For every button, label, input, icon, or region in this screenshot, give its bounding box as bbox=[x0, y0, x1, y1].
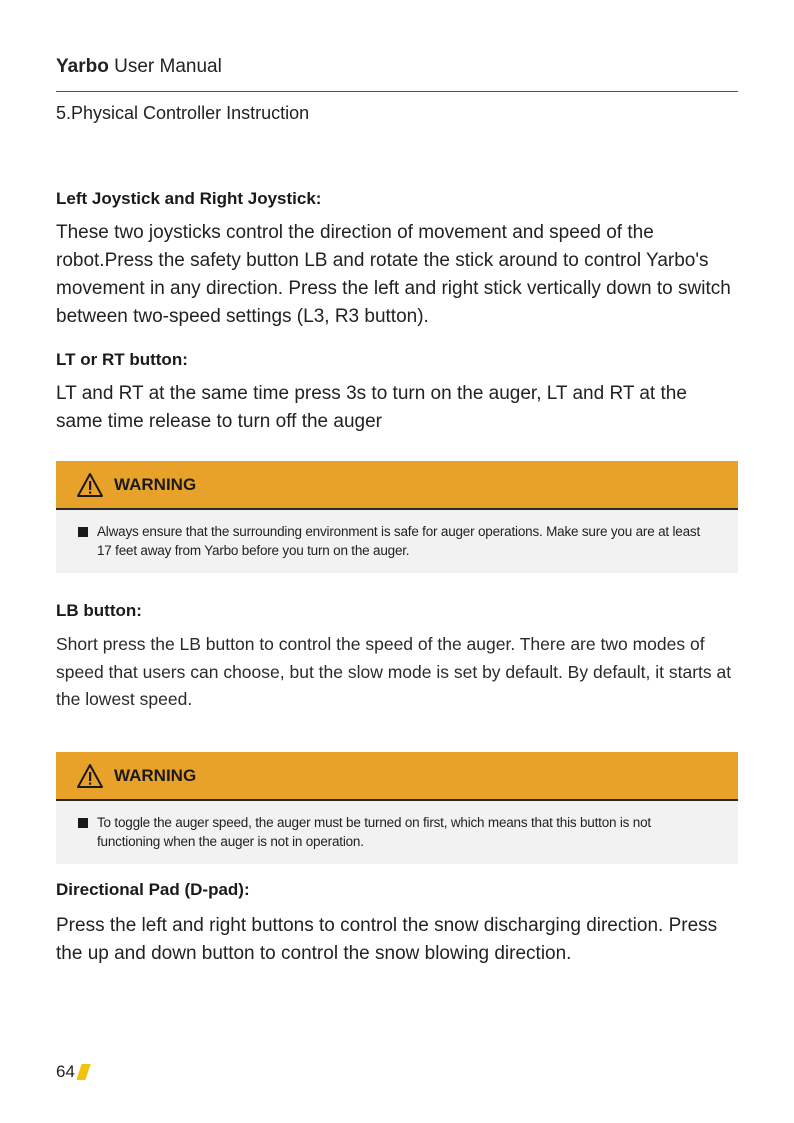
page-marker-icon bbox=[76, 1064, 90, 1080]
section-heading: Directional Pad (D-pad): bbox=[56, 880, 250, 899]
section-text: These two joysticks control the direction of movement and speed of the robot.Press the safety button LB and rotate the stick around to control Yarbo's movement in any direction. Press the left and right stick vertically down to switch between two-speed settings (L3, R3 button). bbox=[56, 222, 731, 327]
page-number: 64 bbox=[56, 1062, 75, 1081]
page-footer bbox=[56, 1062, 88, 1082]
section-heading: LB button: bbox=[56, 601, 142, 620]
section-heading: LT or RT button: bbox=[56, 350, 188, 369]
page-header bbox=[56, 56, 738, 92]
warning-triangle-icon bbox=[76, 472, 104, 498]
warning-body bbox=[56, 801, 738, 864]
section-text: Short press the LB button to control the speed of the auger. There are two modes of speed that users can choose, but the slow mode is set by default. By default, it starts at the lowest speed. bbox=[56, 634, 732, 709]
section-dpad bbox=[56, 880, 738, 968]
warning-box bbox=[56, 461, 738, 573]
section-joysticks bbox=[56, 189, 738, 331]
warning-header bbox=[56, 752, 738, 801]
section-text: Press the left and right buttons to control the snow discharging direction. Press the up and down button to control the snow blowing direction. bbox=[56, 915, 718, 964]
section-lt-rt bbox=[56, 350, 738, 436]
bullet-square-icon bbox=[78, 818, 88, 828]
warning-triangle-icon bbox=[76, 763, 104, 789]
warning-text: Always ensure that the surrounding environment is safe for auger operations. Make sure you are at least 17 feet away from Yarbo before you turn on the auger. bbox=[97, 524, 700, 558]
warning-header bbox=[56, 461, 738, 510]
header-title: User Manual bbox=[114, 56, 222, 77]
warning-label: WARNING bbox=[114, 765, 197, 785]
warning-label: WARNING bbox=[114, 474, 197, 494]
brand-name: Yarbo bbox=[56, 56, 109, 77]
chapter-title: 5.Physical Controller Instruction bbox=[56, 103, 310, 123]
section-heading: Left Joystick and Right Joystick: bbox=[56, 189, 322, 208]
bullet-square-icon bbox=[78, 527, 88, 537]
section-lb bbox=[56, 601, 738, 714]
warning-body bbox=[56, 510, 738, 573]
section-text: LT and RT at the same time press 3s to turn on the auger, LT and RT at the same time release to turn off the auger bbox=[56, 383, 687, 432]
warning-text: To toggle the auger speed, the auger must be turned on first, which means that this button is not functioning when the auger is not in operation. bbox=[97, 815, 651, 849]
warning-box bbox=[56, 752, 738, 864]
